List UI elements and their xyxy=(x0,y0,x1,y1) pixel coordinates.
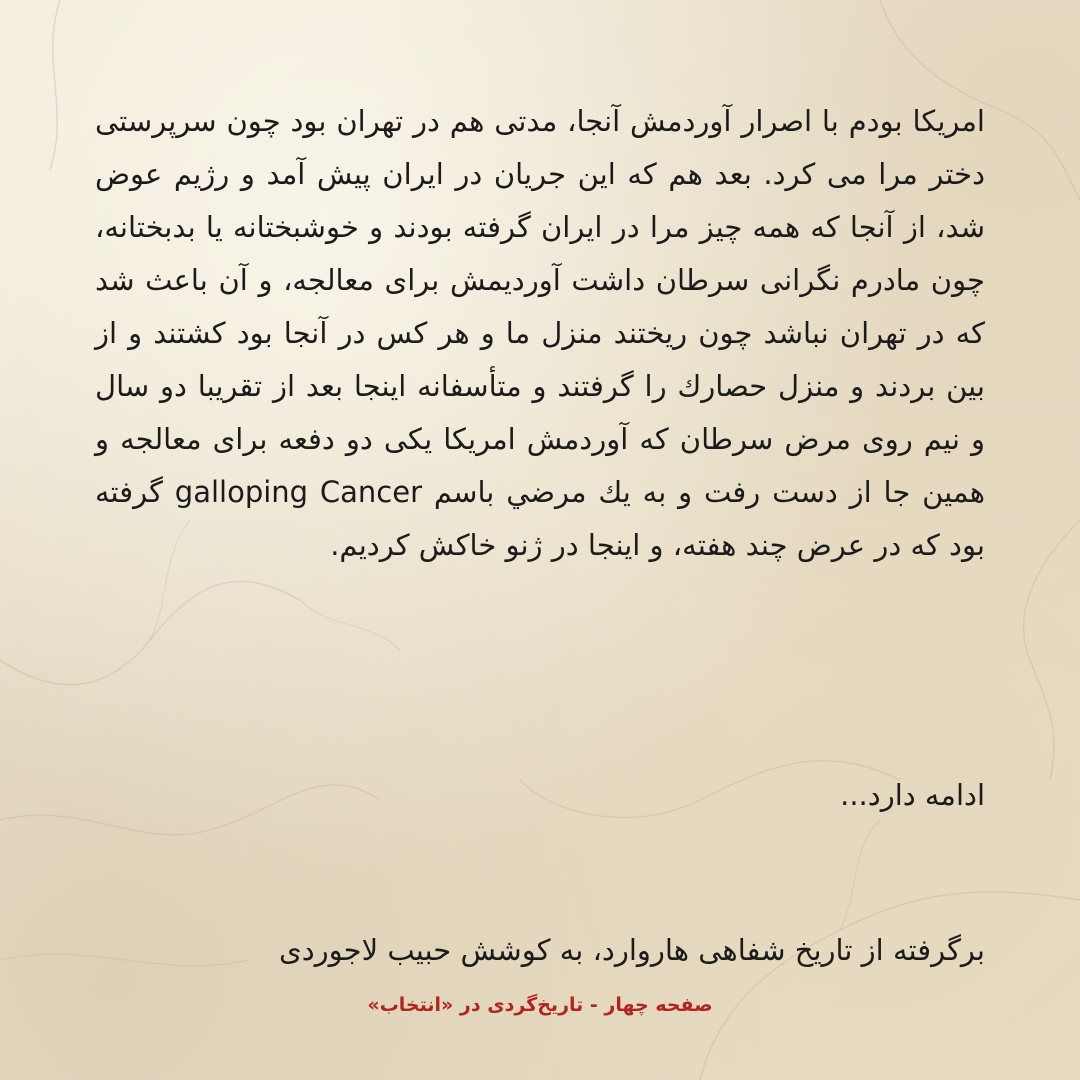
source-credit: برگرفته از تاریخ شفاهی هاروارد، به کوشش حبیب لاجوردی xyxy=(279,933,985,967)
to-be-continued: ادامه دارد... xyxy=(840,778,985,812)
article-body: امریکا بودم با اصرار آوردمش آنجا، مدتی هم در تهران بود چون سرپرستی دختر مرا می کرد. بعد هم که این جریان در ایران پیش آمد و رژیم عوض شد، از آنجا که همه چیز مرا در ایران گرفته بودند و خوشبختانه یا بدبختانه، چون مادرم نگرانی سرطان داشت آوردیمش برای معالجه، و آن باعث شد که در تهران نباشد چون ریختند منزل ما و هر کس در آنجا بود کشتند و از بین بردند و منزل حصارك را گرفتند و متأسفانه اینجا بعد از تقریبا دو سال و نیم روی مرض سرطان که آوردمش امریکا یکی دو دفعه برای معالجه و همین جا از دست رفت و به یك مرضي باسم galloping Cancer گرفته بود که در عرض چند هفته، و اینجا در ژنو خاکش کردیم. xyxy=(95,104,985,562)
page-footer-label: صفحه چهار - تاریخ‌گردی در «انتخاب» xyxy=(367,994,713,1016)
